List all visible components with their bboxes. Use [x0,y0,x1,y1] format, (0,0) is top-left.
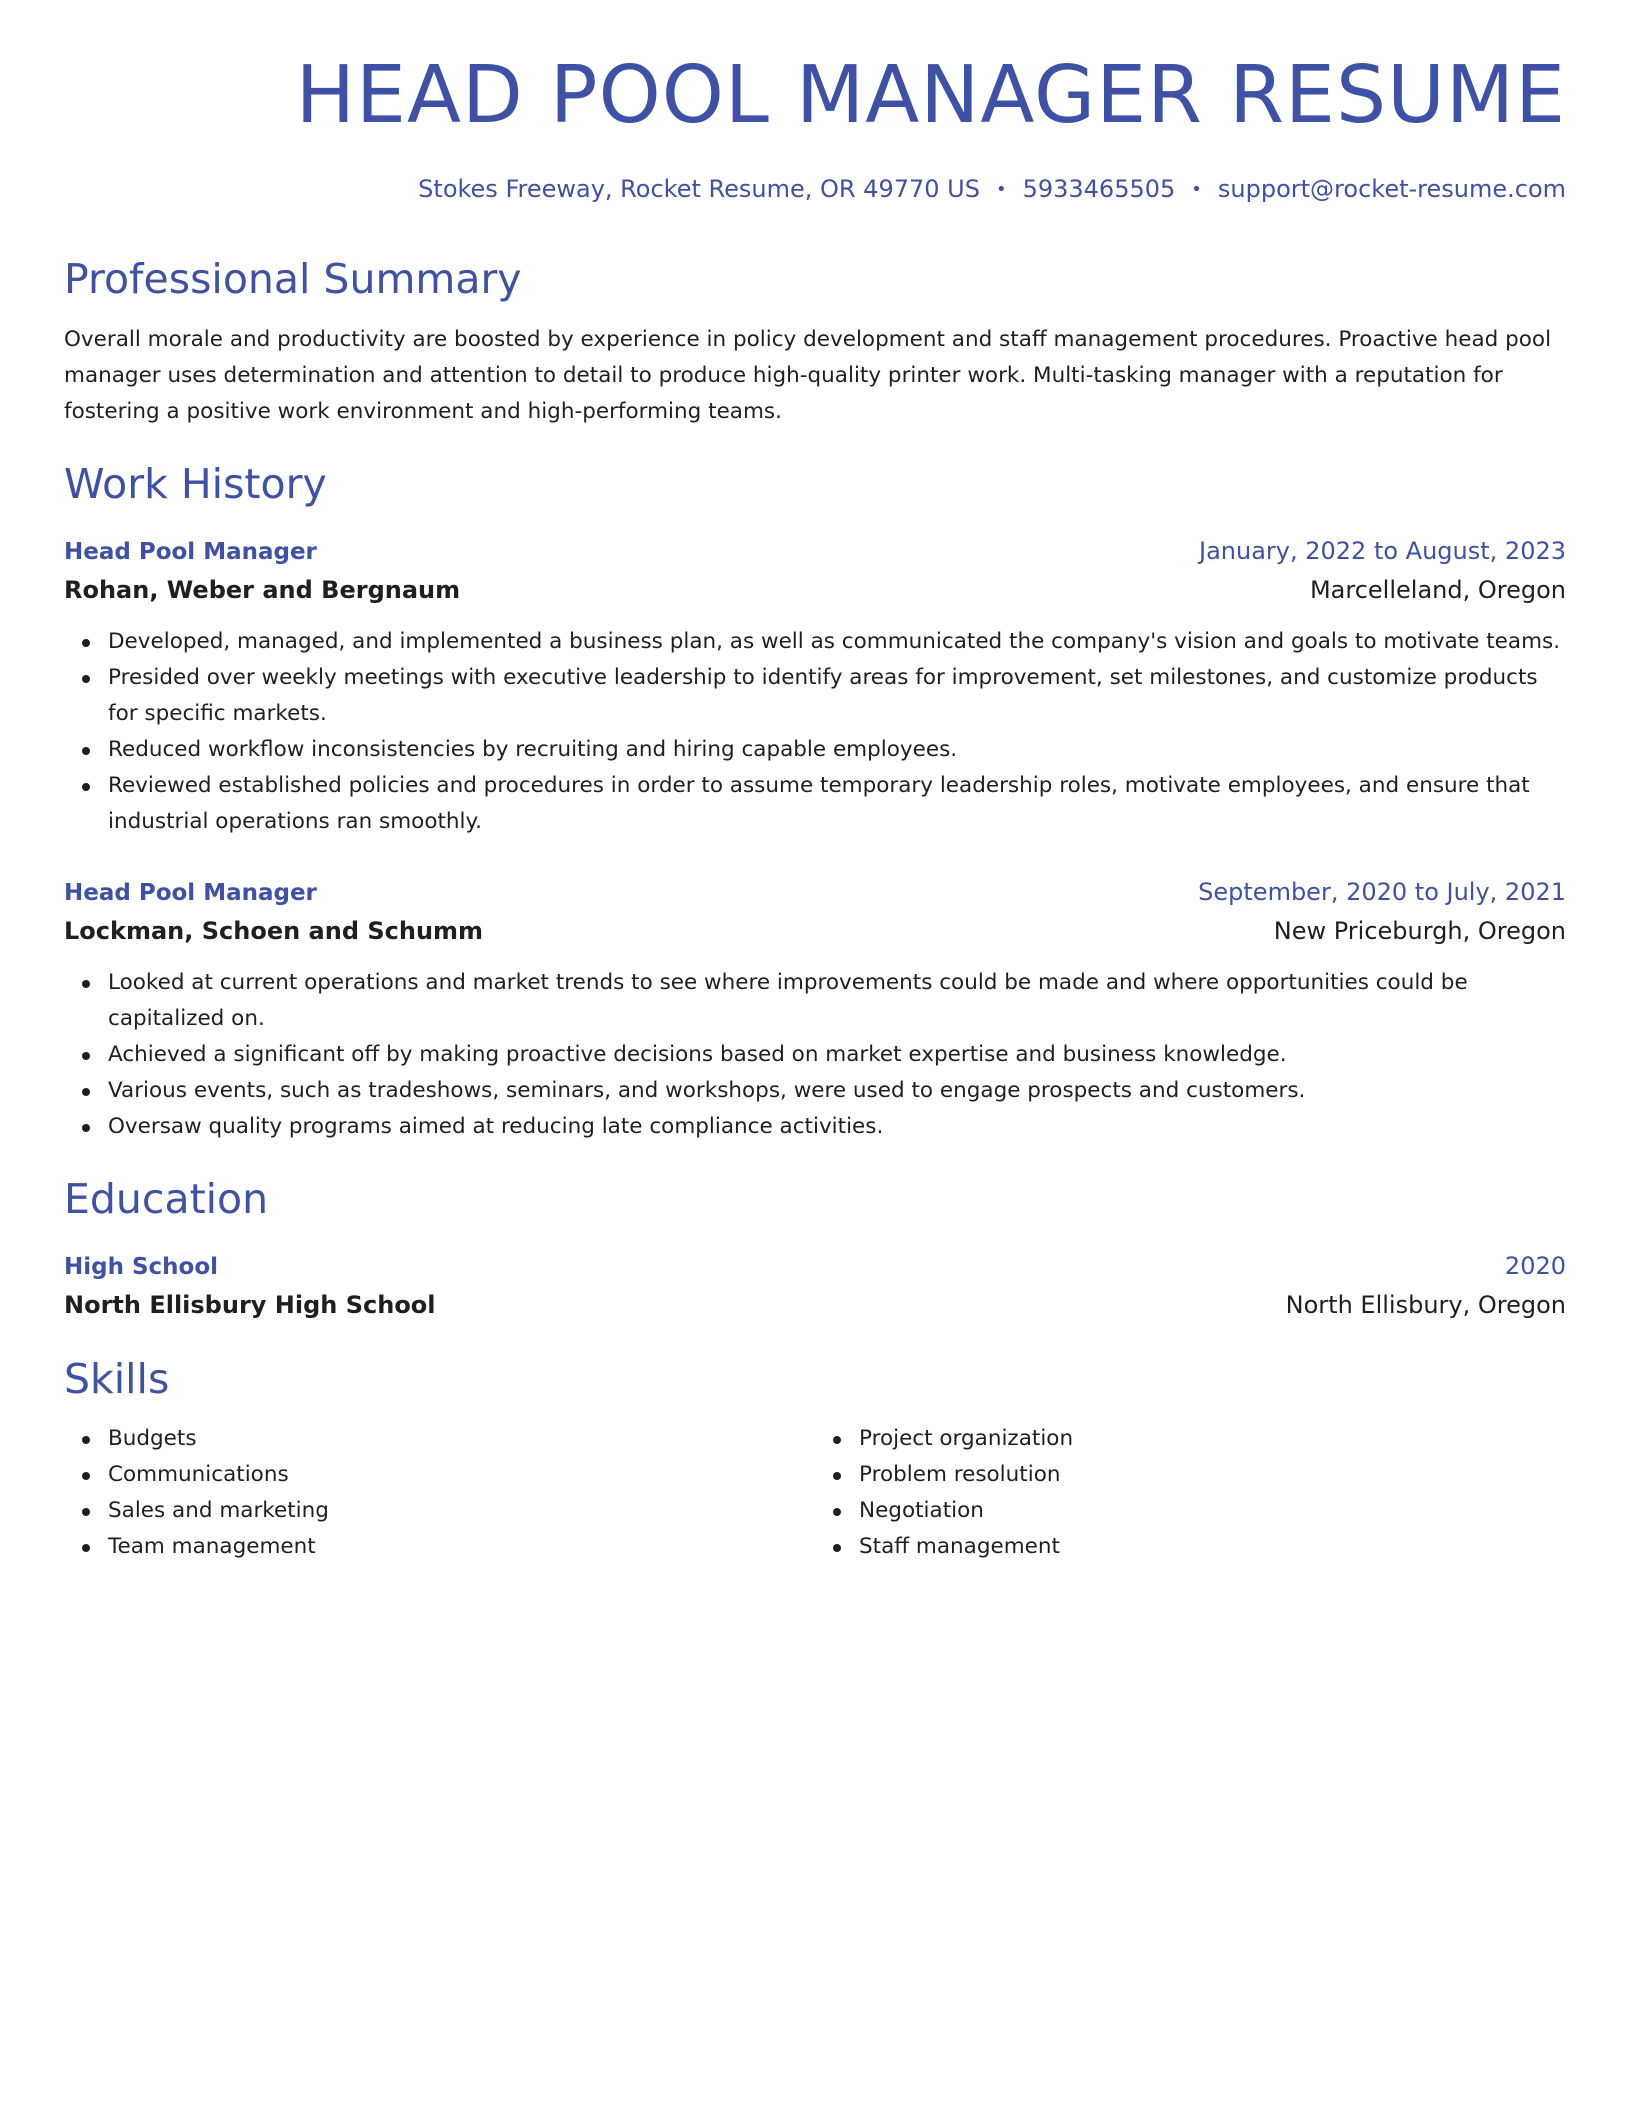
job-company-row [64,911,1566,951]
skills-list-right [815,1421,1566,1565]
skill-item: Sales and marketing [108,1493,815,1529]
skill-item: Team management [108,1529,815,1565]
summary-heading: Professional Summary [64,254,522,303]
education-location: North Ellisbury, Oregon [1285,1291,1566,1320]
job-bullet: Achieved a significant off by making proactive decisions based on market expertise and business knowledge. [108,1037,1566,1073]
job-bullet: Various events, such as tradeshows, seminars, and workshops, were used to engage prospects and customers. [108,1073,1566,1109]
job-entry [64,874,1566,1145]
contact-address: Stokes Freeway, Rocket Resume, OR 49770 US [418,174,980,203]
job-title: Head Pool Manager [64,539,317,566]
education-degree-row [64,1248,1566,1285]
contact-email[interactable]: support@rocket-resume.com [1217,174,1566,203]
job-entry [64,533,1566,840]
job-bullets [64,624,1566,840]
job-location: New Priceburgh, Oregon [1273,917,1566,946]
contact-separator: • [995,178,1007,200]
job-bullets [64,965,1566,1145]
education-heading: Education [64,1175,269,1224]
contact-separator: • [1191,178,1202,200]
skill-item: Budgets [108,1421,815,1457]
education-school: North Ellisbury High School [64,1291,436,1320]
skills-heading: Skills [64,1355,170,1404]
skills-list-left [64,1421,815,1565]
job-title-row [64,874,1566,911]
contact-line [64,175,1566,203]
resume-page [64,0,1566,1565]
job-company: Lockman, Schoen and Schumm [64,917,484,946]
education-entry [64,1248,1566,1325]
job-bullet: Reviewed established policies and procedures in order to assume temporary leadership roles, motivate employees, and ensure that industrial operations ran smoothly. [108,768,1566,840]
education-school-row [64,1285,1566,1325]
job-bullet: Looked at current operations and market trends to see where improvements could be made and where opportunities could be capitalized on. [108,965,1566,1037]
skill-item: Staff management [859,1529,1566,1565]
skills-columns [64,1421,1566,1565]
skill-item: Problem resolution [859,1457,1566,1493]
job-bullet: Oversaw quality programs aimed at reducing late compliance activities. [108,1109,1566,1145]
job-bullet: Developed, managed, and implemented a business plan, as well as communicated the company's vision and goals to motivate teams. [108,624,1566,660]
job-location: Marcelleland, Oregon [1309,576,1566,605]
education-degree: High School [64,1254,219,1281]
job-company: Rohan, Weber and Bergnaum [64,576,461,605]
contact-phone: 5933465505 [1022,174,1176,203]
job-dates: September, 2020 to July, 2021 [1198,878,1566,907]
job-title-row [64,533,1566,570]
job-title: Head Pool Manager [64,880,317,907]
job-company-row [64,570,1566,610]
skill-item: Project organization [859,1421,1566,1457]
skill-item: Negotiation [859,1493,1566,1529]
work-history-heading: Work History [64,460,327,509]
job-bullet: Reduced workflow inconsistencies by recruiting and hiring capable employees. [108,732,1566,768]
job-bullet: Presided over weekly meetings with executive leadership to identify areas for improvement, set milestones, and customize products for specific markets. [108,660,1566,732]
education-year: 2020 [1504,1252,1566,1281]
job-dates: January, 2022 to August, 2023 [1199,537,1566,566]
skill-item: Communications [108,1457,815,1493]
resume-title: HEAD POOL MANAGER RESUME [295,49,1566,141]
summary-text: Overall morale and productivity are boosted by experience in policy development and staff management procedures. Proactive head pool manager uses determination and attention to detail to produce high-quality printer work. Multi-tasking manager with a reputation for fostering a positive work environment and high-performing teams. [64,327,1552,425]
